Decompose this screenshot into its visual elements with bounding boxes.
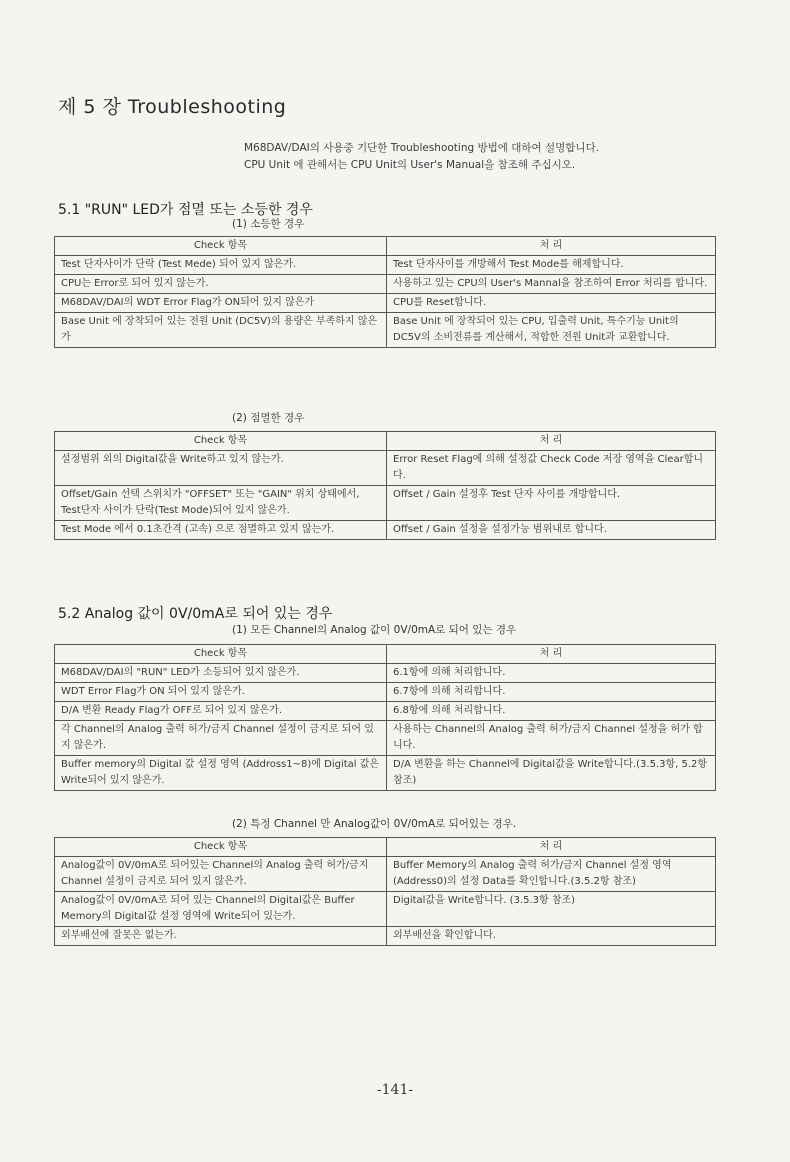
table-header-row bbox=[55, 645, 716, 664]
intro-line: CPU Unit 에 관해서는 CPU Unit의 User's Manual을 참조해 주십시오. bbox=[244, 159, 576, 171]
action-cell: 사용하는 Channel의 Analog 출력 허가/금지 Channel 설정을 허가 합니다. bbox=[387, 721, 716, 756]
table-row bbox=[55, 857, 716, 892]
header-action: 처 리 bbox=[387, 645, 716, 664]
check-cell: CPU는 Error로 되어 있지 않는가. bbox=[55, 275, 387, 294]
table-header-row bbox=[55, 237, 716, 256]
section-5-2-2-subtitle: (2) 특정 Channel 만 Analog값이 0V/0mA로 되어있는 경우. bbox=[232, 818, 517, 830]
action-cell: Test 단자사이를 개방해서 Test Mode를 해제합니다. bbox=[387, 256, 716, 275]
page-number: -141- bbox=[376, 1082, 414, 1098]
section-5-2-1-subtitle: (1) 모든 Channel의 Analog 값이 0V/0mA로 되어 있는 경우 bbox=[232, 624, 517, 636]
check-cell: M68DAV/DAI의 "RUN" LED가 소등되어 있지 않은가. bbox=[55, 664, 387, 683]
action-cell: 6.1항에 의해 처리합니다. bbox=[387, 664, 716, 683]
table-row bbox=[55, 486, 716, 521]
action-cell: Base Unit 에 장착되어 있는 CPU, 입출력 Unit, 특수기능 Unit의 DC5V의 소비전류를 계산해서, 적합한 전원 Unit과 교환합니다. bbox=[387, 313, 716, 348]
check-cell: Offset/Gain 선택 스위치가 "OFFSET" 또는 "GAIN" 위치 상태에서, Test단자 사이가 단락(Test Mode)되어 있지 않은가. bbox=[55, 486, 387, 521]
table-5-1-1 bbox=[54, 236, 716, 348]
table-5-1-2 bbox=[54, 431, 716, 540]
table-row bbox=[55, 683, 716, 702]
check-cell: Analog값이 0V/0mA로 되어 있는 Channel의 Digital값은 Buffer Memory의 Digital값 설정 영역에 Write되어 있는가. bbox=[55, 892, 387, 927]
header-check: Check 항목 bbox=[55, 838, 387, 857]
table-row bbox=[55, 451, 716, 486]
check-cell: D/A 변환 Ready Flag가 OFF로 되어 있지 않은가. bbox=[55, 702, 387, 721]
action-cell: CPU를 Reset합니다. bbox=[387, 294, 716, 313]
table-row bbox=[55, 927, 716, 946]
intro-text bbox=[244, 140, 599, 174]
action-cell: 6.8항에 의해 처리합니다. bbox=[387, 702, 716, 721]
check-cell: Analog값이 0V/0mA로 되어있는 Channel의 Analog 출력 허가/금지 Channel 설정이 금지로 되어 있지 않은가. bbox=[55, 857, 387, 892]
action-cell: Error Reset Flag에 의해 설정값 Check Code 저장 영역을 Clear합니다. bbox=[387, 451, 716, 486]
header-action: 처 리 bbox=[387, 838, 716, 857]
table-5-2-1 bbox=[54, 644, 716, 791]
header-check: Check 항목 bbox=[55, 432, 387, 451]
action-cell: 6.7항에 의해 처리합니다. bbox=[387, 683, 716, 702]
check-cell: 외부배선에 잘못은 없는가. bbox=[55, 927, 387, 946]
check-cell: Test Mode 에서 0.1초간격 (고속) 으로 점멸하고 있지 않는가. bbox=[55, 521, 387, 540]
table-5-2-2 bbox=[54, 837, 716, 946]
table-row bbox=[55, 756, 716, 791]
table-header-row bbox=[55, 432, 716, 451]
action-cell: Buffer Memory의 Analog 출력 허가/금지 Channel 설정 영역(Address0)의 설정 Data를 확인합니다.(3.5.2항 참조) bbox=[387, 857, 716, 892]
header-check: Check 항목 bbox=[55, 645, 387, 664]
intro-line: M68DAV/DAI의 사용중 기단한 Troubleshooting 방법에 대하여 설명합니다. bbox=[244, 142, 600, 154]
action-cell: D/A 변환을 하는 Channel에 Digital값을 Write합니다.(3.5.3항, 5.2항 참조) bbox=[387, 756, 716, 791]
action-cell: 사용하고 있는 CPU의 User's Mannal을 참조하여 Error 처리를 합니다. bbox=[387, 275, 716, 294]
action-cell: Digital값을 Write합니다. (3.5.3항 참조) bbox=[387, 892, 716, 927]
section-5-1-title: 5.1 "RUN" LED가 점멸 또는 소등한 경우 bbox=[58, 202, 313, 218]
table-row bbox=[55, 275, 716, 294]
table-row bbox=[55, 721, 716, 756]
check-cell: Test 단자사이가 단락 (Test Mede) 되어 있지 않은가. bbox=[55, 256, 387, 275]
header-action: 처 리 bbox=[387, 432, 716, 451]
action-cell: Offset / Gain 설정을 설정가능 범위내로 합니다. bbox=[387, 521, 716, 540]
section-5-2-title: 5.2 Analog 값이 0V/0mA로 되어 있는 경우 bbox=[58, 606, 333, 622]
action-cell: 외부배선을 확인합니다. bbox=[387, 927, 716, 946]
table-row bbox=[55, 664, 716, 683]
chapter-title: 제 5 장 Troubleshooting bbox=[58, 96, 287, 118]
table-row bbox=[55, 892, 716, 927]
header-check: Check 항목 bbox=[55, 237, 387, 256]
table-row bbox=[55, 294, 716, 313]
table-header-row bbox=[55, 838, 716, 857]
header-action: 처 리 bbox=[387, 237, 716, 256]
check-cell: Base Unit 에 장착되어 있는 전원 Unit (DC5V)의 용량은 부족하지 않은가 bbox=[55, 313, 387, 348]
check-cell: 각 Channel의 Analog 출력 허가/금지 Channel 설정이 금지로 되어 있지 않은가. bbox=[55, 721, 387, 756]
check-cell: M68DAV/DAI의 WDT Error Flag가 ON되어 있지 않은가 bbox=[55, 294, 387, 313]
table-row bbox=[55, 702, 716, 721]
check-cell: WDT Error Flag가 ON 되어 있지 않은가. bbox=[55, 683, 387, 702]
check-cell: 설정범위 외의 Digital값을 Write하고 있지 않는가. bbox=[55, 451, 387, 486]
check-cell: Buffer memory의 Digital 값 설정 영역 (Addross1~8)에 Digital 값은 Write되어 있지 않은가. bbox=[55, 756, 387, 791]
section-5-1-2-subtitle: (2) 점멸한 경우 bbox=[232, 412, 305, 424]
table-row bbox=[55, 256, 716, 275]
table-row bbox=[55, 521, 716, 540]
section-5-1-1-subtitle: (1) 소등한 경우 bbox=[232, 218, 305, 230]
action-cell: Offset / Gain 설정후 Test 단자 사이를 개방합니다. bbox=[387, 486, 716, 521]
table-row bbox=[55, 313, 716, 348]
